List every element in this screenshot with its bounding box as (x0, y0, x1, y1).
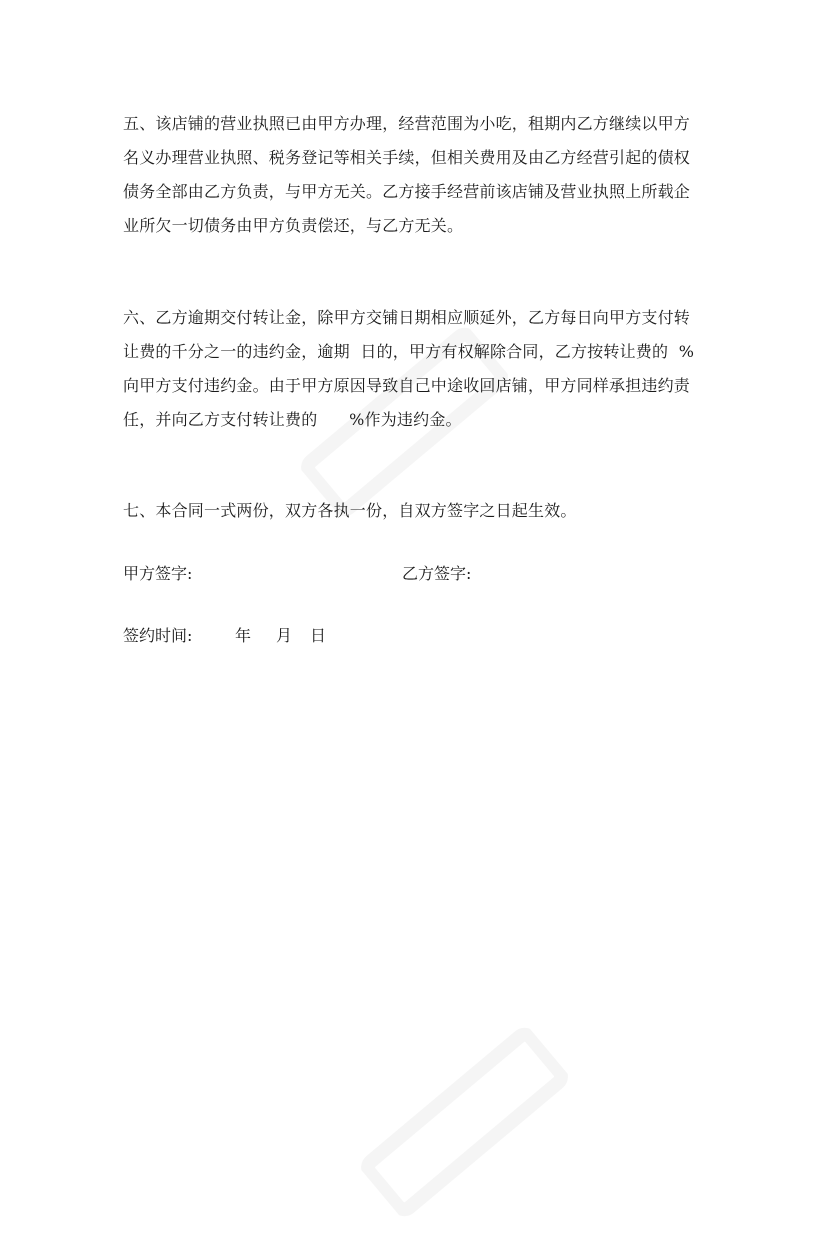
clause-5 (123, 107, 718, 243)
clause-5-line-4: 业所欠一切债务由甲方负责偿还，与乙方无关。 (123, 216, 464, 235)
clause-6-line-1: 六、乙方逾期交付转让金，除甲方交铺日期相应顺延外，乙方每日向甲方支付转 (123, 308, 691, 327)
sign-date-month: 月 (276, 626, 293, 645)
clause-7-text: 七、本合同一式两份，双方各执一份，自双方签字之日起生效。 (123, 501, 577, 520)
clause-6-line-3: 向甲方支付违约金。由于甲方原因导致自己中途收回店铺，甲方同样承担违约责 (123, 376, 691, 395)
clause-5-line-3: 债务全部由乙方负责，与甲方无关。乙方接手经营前该店铺及营业执照上所载企 (123, 182, 691, 201)
clause-6 (123, 301, 718, 437)
sign-date-day: 日 (310, 626, 327, 645)
party-b-signature-label: 乙方签字: (402, 564, 472, 583)
clause-7 (123, 494, 718, 528)
watermark-bottom-icon (355, 1021, 575, 1224)
clause-5-line-1: 五、该店铺的营业执照已由甲方办理，经营范围为小吃，租期内乙方继续以甲方 (123, 114, 691, 133)
clause-6-line-4: 任，并向乙方支付转让费的 %作为违约金。 (123, 410, 462, 429)
sign-date-label: 签约时间: (123, 626, 193, 645)
party-a-signature-label: 甲方签字: (123, 564, 193, 583)
sign-date-year: 年 (235, 626, 252, 645)
clause-6-line-2: 让费的千分之一的违约金，逾期 日的，甲方有权解除合同，乙方按转让费的 % (123, 342, 695, 361)
watermark-bottom (355, 1021, 586, 1236)
clause-5-line-2: 名义办理营业执照、税务登记等相关手续，但相关费用及由乙方经营引起的债权 (123, 148, 691, 167)
